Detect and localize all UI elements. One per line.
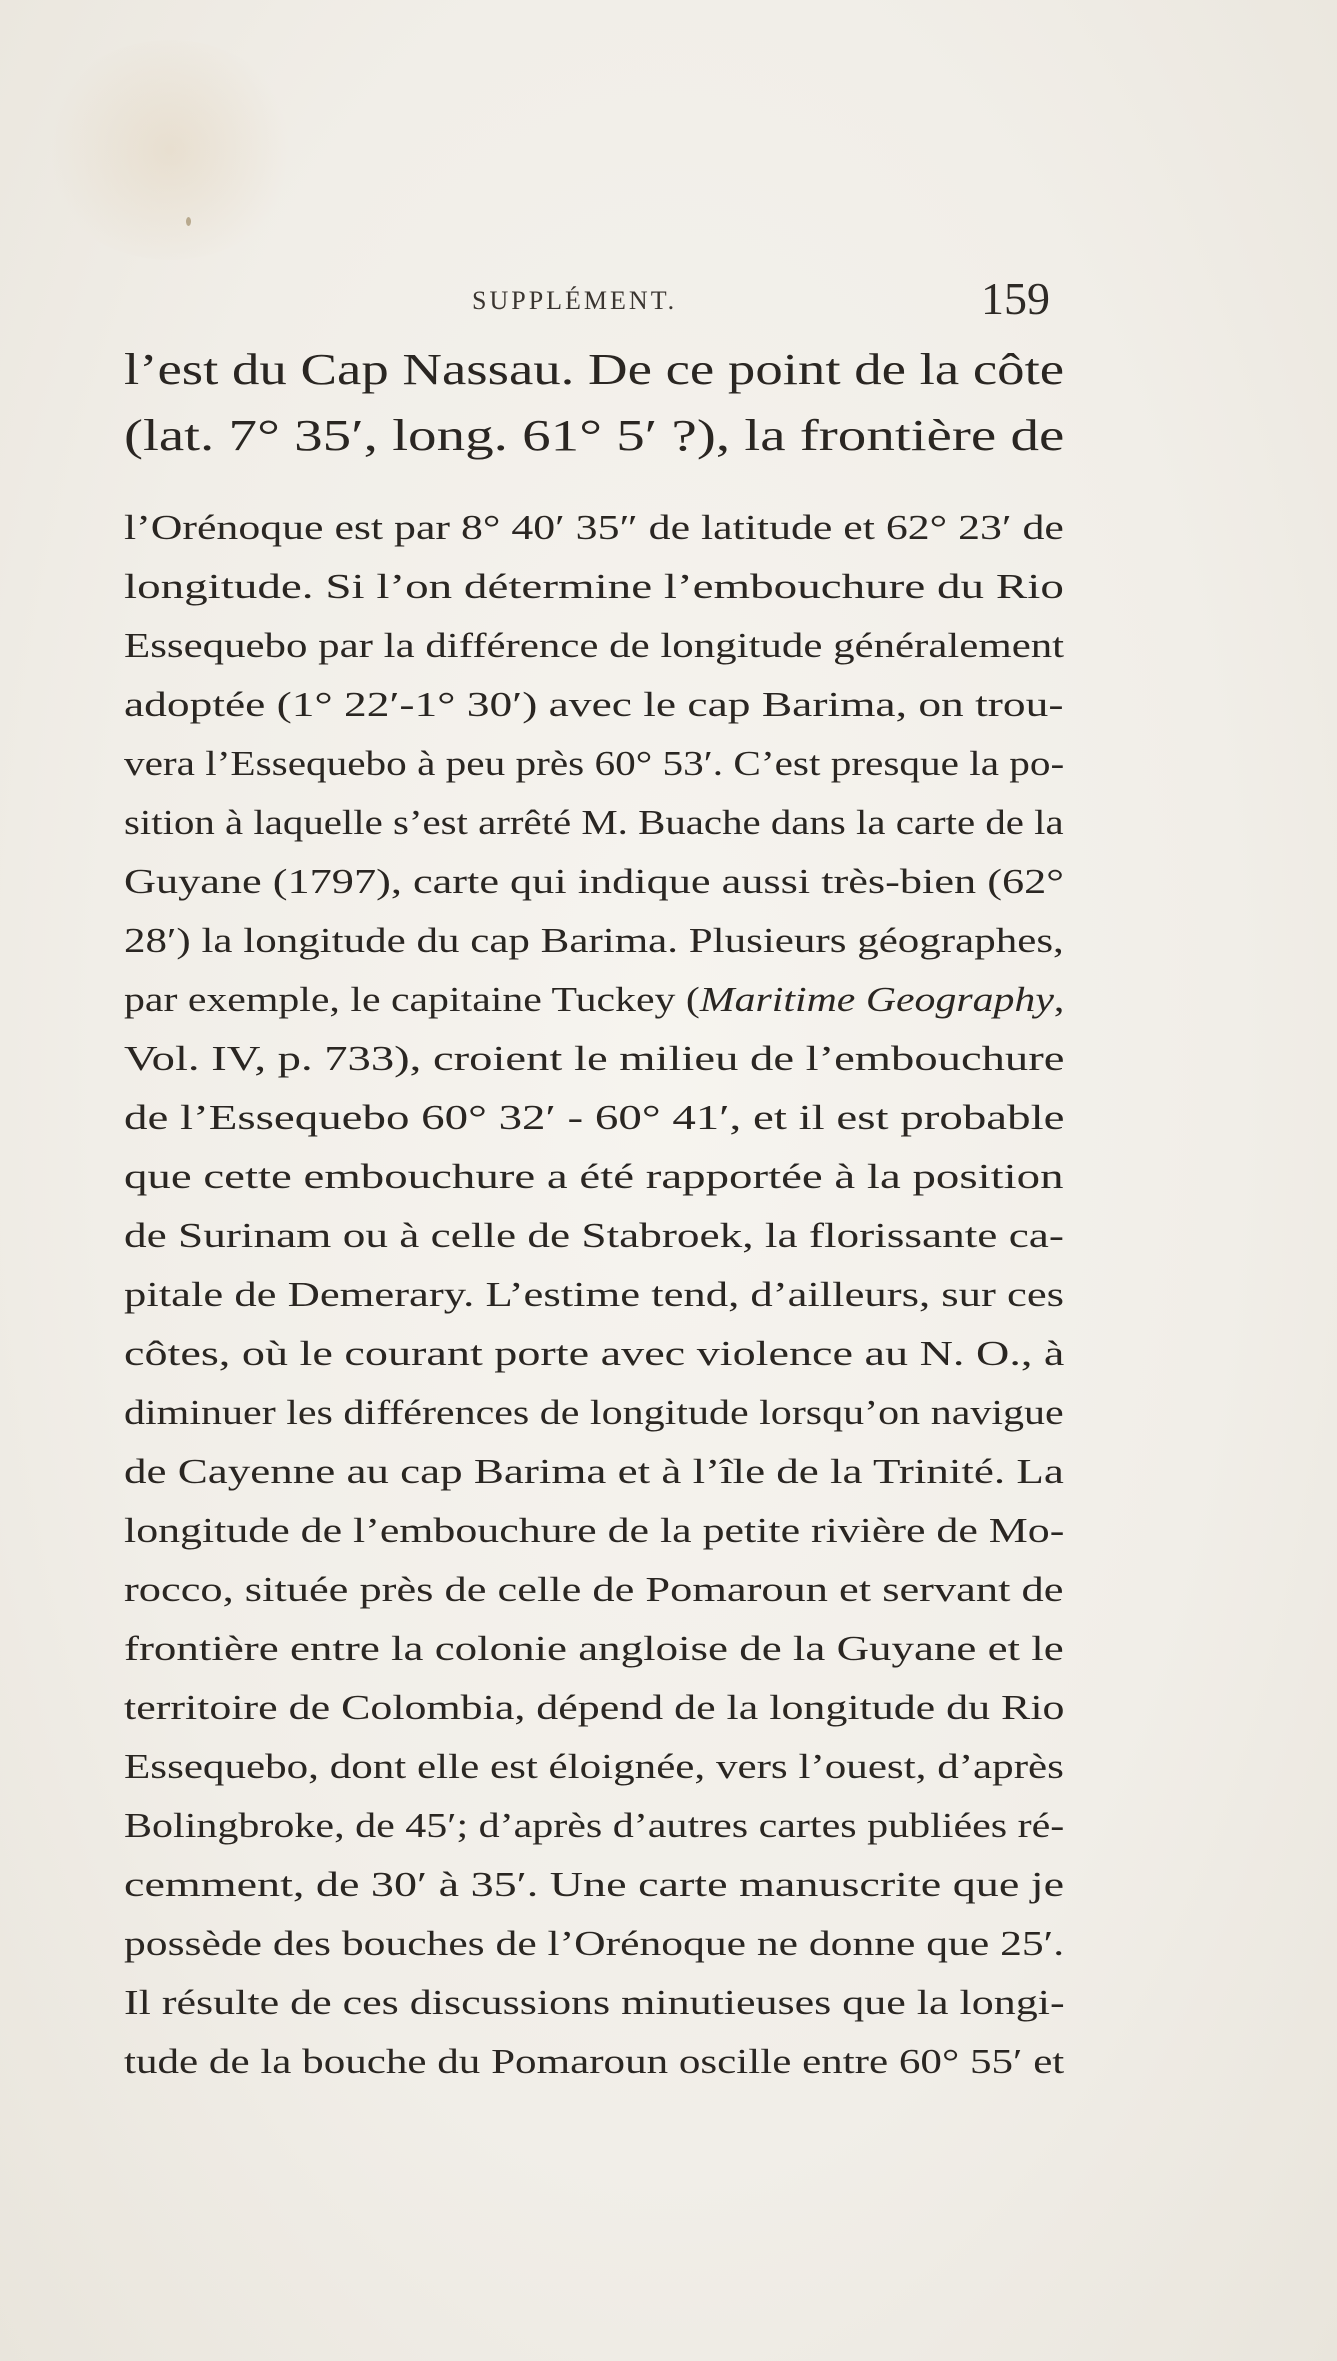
text-line: Il résulte de ces discussions minutieuses que la longi- xyxy=(124,1983,1065,2022)
text-line: diminuer les différences de longitude lorsqu’on navigue xyxy=(124,1393,1064,1432)
text-line: Vol. IV, p. 733), croient le milieu de l’embouchure xyxy=(124,1039,1065,1078)
text-line: cemment, de 30′ à 35′. Une carte manuscrite que je xyxy=(124,1865,1065,1904)
text-line xyxy=(124,976,1064,1024)
text-line: côtes, où le courant porte avec violence au N. O., à xyxy=(124,1334,1065,1373)
text-line: pitale de Demerary. L’estime tend, d’ailleurs, sur ces xyxy=(124,1275,1064,1314)
text-line: (lat. 7° 35′, long. 61° 5′ ?), la frontière de xyxy=(124,411,1065,460)
ink-speck xyxy=(186,217,191,226)
text-line: tude de la bouche du Pomaroun oscille entre 60° 55′ et xyxy=(124,2042,1065,2081)
text-line: de l’Essequebo 60° 32′ - 60° 41′, et il est probable xyxy=(124,1098,1065,1137)
text-line: l’est du Cap Nassau. De ce point de la côte xyxy=(124,345,1065,394)
book-title: Maritime Geography xyxy=(699,980,1054,1019)
running-head: SUPPLÉMENT. xyxy=(472,286,678,315)
text-line: rocco, située près de celle de Pomaroun et servant de xyxy=(124,1570,1064,1609)
text-line: Essequebo par la différence de longitude généralement xyxy=(124,626,1065,665)
text-line: Bolingbroke, de 45′; d’après d’autres cartes publiées ré- xyxy=(124,1806,1065,1845)
line-segment: par exemple, le capitaine Tuckey ( xyxy=(124,980,700,1019)
text-line: frontière entre la colonie angloise de la Guyane et le xyxy=(124,1629,1064,1668)
page-number: 159 xyxy=(981,273,1050,324)
text-line: 28′) la longitude du cap Barima. Plusieurs géographes, xyxy=(124,921,1064,960)
foxing-stain xyxy=(40,40,300,260)
text-line: longitude de l’embouchure de la petite rivière de Mo- xyxy=(124,1511,1065,1550)
text-line: l’Orénoque est par 8° 40′ 35″ de latitude et 62° 23′ de xyxy=(124,508,1064,547)
text-line: de Cayenne au cap Barima et à l’île de la Trinité. La xyxy=(124,1452,1064,1491)
text-line: Guyane (1797), carte qui indique aussi très-bien (62° xyxy=(124,862,1064,901)
page-header xyxy=(120,272,1058,332)
text-line: de Surinam ou à celle de Stabroek, la florissante ca- xyxy=(124,1216,1064,1255)
text-line: que cette embouchure a été rapportée à la position xyxy=(124,1157,1064,1196)
text-line: territoire de Colombia, dépend de la longitude du Rio xyxy=(124,1688,1065,1727)
text-line: vera l’Essequebo à peu près 60° 53′. C’est presque la po- xyxy=(124,744,1065,783)
text-line: longitude. Si l’on détermine l’embouchure du Rio xyxy=(124,567,1064,606)
text-line: adoptée (1° 22′-1° 30′) avec le cap Barima, on trou- xyxy=(124,685,1064,724)
text-line: sition à laquelle s’est arrêté M. Buache dans la carte de la xyxy=(124,803,1064,842)
text-line: possède des bouches de l’Orénoque ne donne que 25′. xyxy=(124,1924,1065,1963)
text-line: Essequebo, dont elle est éloignée, vers l’ouest, d’après xyxy=(124,1747,1064,1786)
line-segment: , xyxy=(1053,980,1065,1019)
